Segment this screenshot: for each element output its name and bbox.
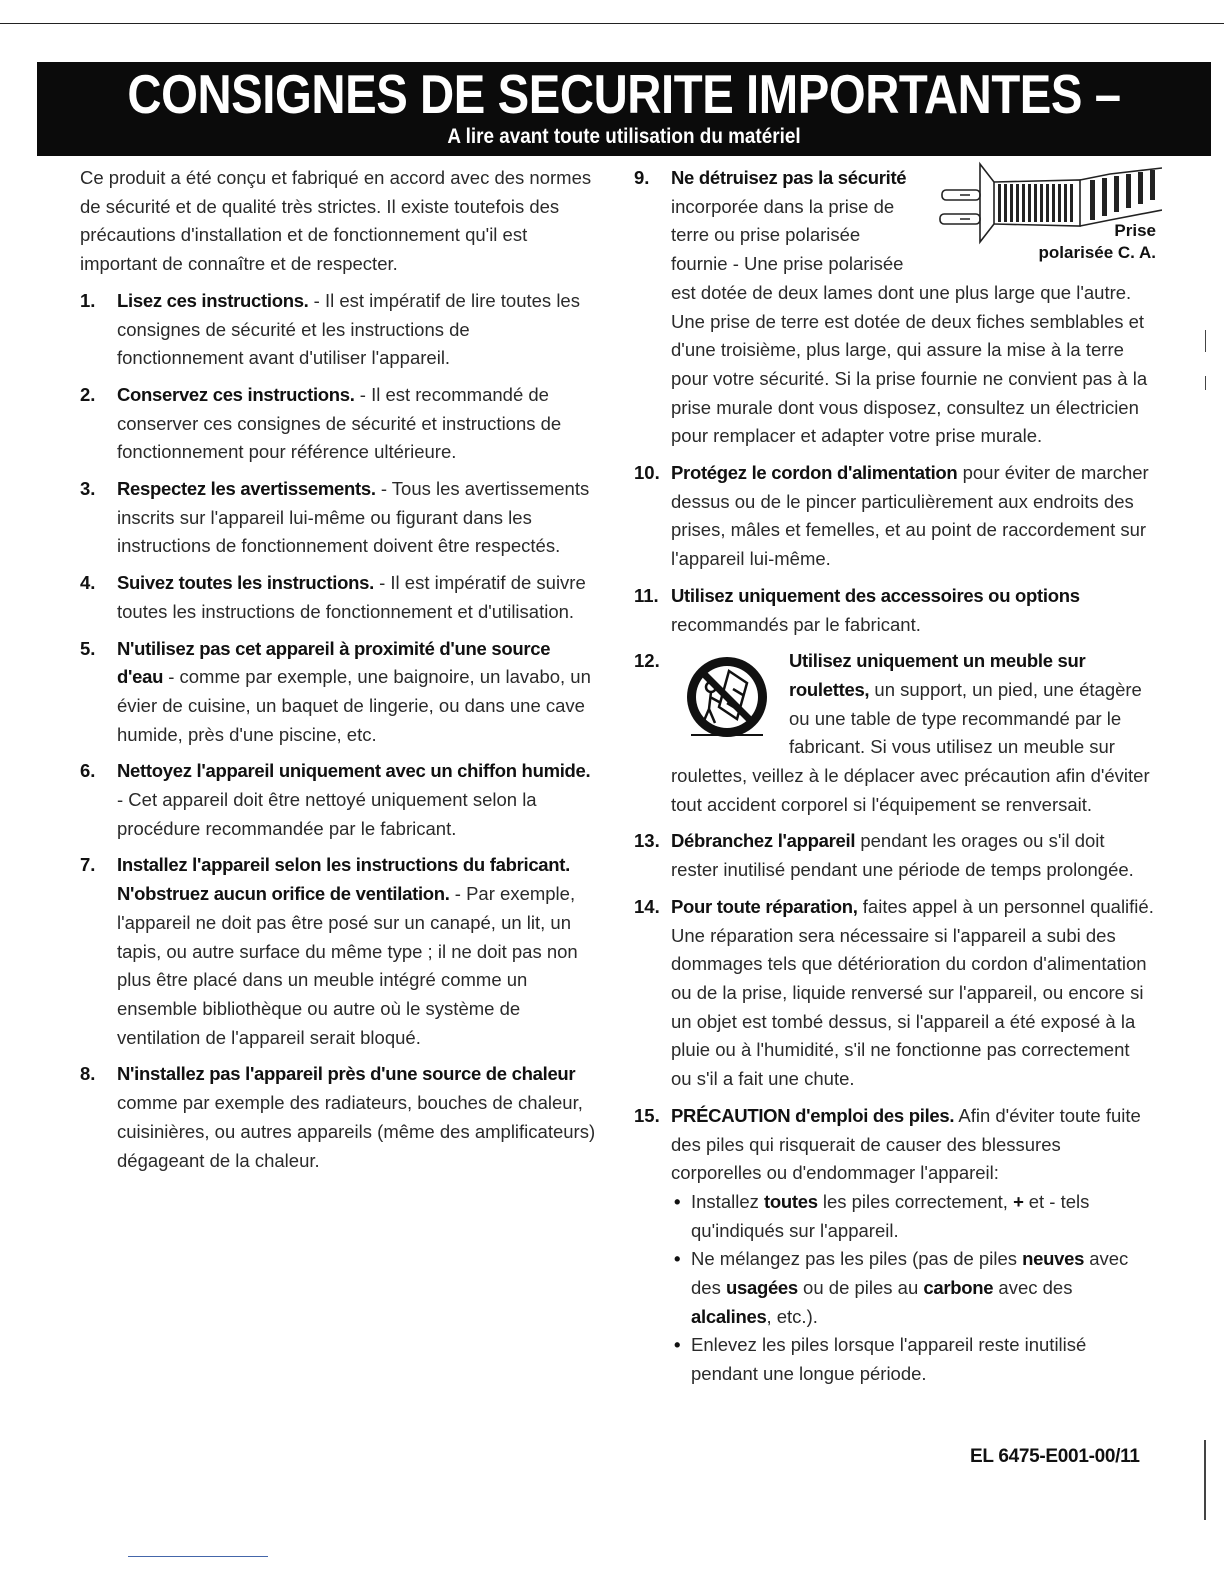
- item-heading: N'installez pas l'appareil près d'une source de chaleur: [117, 1063, 576, 1085]
- list-item: [80, 1060, 598, 1175]
- item-number: 6.: [80, 760, 96, 782]
- bullet-item: [671, 1245, 1154, 1331]
- item-heading: Ne détruisez pas la sécurité: [671, 167, 907, 188]
- bullet-bold: neuves: [1022, 1248, 1085, 1270]
- list-item: [634, 459, 1154, 574]
- item-text: - Il est recommandé de conserver ces consignes de sécurité et instructions de fonctionnement pour référence ultérieure.: [117, 383, 562, 463]
- footer-rule: [128, 1556, 268, 1557]
- bullet-text: Enlevez les piles lorsque l'appareil reste inutilisé pendant une longue période.: [691, 1334, 1087, 1385]
- item-heading: Utilisez uniquement des accessoires ou options: [671, 584, 1080, 606]
- bullet-text: avec des: [691, 1248, 1129, 1299]
- intro-paragraph: Ce produit a été conçu et fabriqué en accord avec des normes de sécurité et de qualité très strictes. Il existe toutefois des précautions d'installation et de fonctionnement qu'il est important de connaître et de respecter.: [80, 167, 592, 275]
- list-item: [634, 827, 1154, 884]
- item-heading: Pour toute réparation,: [671, 895, 858, 917]
- bullet-text: avec des: [993, 1277, 1073, 1299]
- item-number: 1.: [80, 289, 96, 311]
- page-subtitle: A lire avant toute utilisation du matériel: [447, 125, 801, 148]
- item-text: - Il est impératif de lire toutes les consignes de sécurité et les instructions de fonctionnement avant d'utiliser l'appareil.: [117, 289, 580, 369]
- document-reference: EL 6475-E001-00/11: [970, 1446, 1140, 1467]
- bullet-text: et - tels qu'indiqués sur l'appareil.: [691, 1190, 1090, 1241]
- item-heading: Débranchez l'appareil: [671, 830, 856, 852]
- top-rule: [0, 23, 1224, 24]
- bullet-bold: +: [1013, 1190, 1024, 1212]
- list-item: [634, 647, 1154, 819]
- plug-caption-line2: polarisée C. A.: [1038, 243, 1156, 262]
- item-number: 8.: [80, 1063, 96, 1085]
- bullet-item: [671, 1188, 1154, 1245]
- item-text: Afin d'éviter toute fuite des piles qui risquerait de causer des blessures corporelles ou d'endommager l'appareil:: [671, 1104, 1141, 1184]
- left-column: [80, 164, 598, 1183]
- bullet-bold: toutes: [764, 1190, 818, 1212]
- item-text: - comme par exemple, une baignoire, un lavabo, un évier de cuisine, un baquet de lingerie, ou dans une cave humide, près d'une piscine, etc.: [117, 666, 591, 745]
- item-number: 10.: [634, 462, 660, 484]
- item-text: faites appel à un personnel qualifié. Une réparation sera nécessaire si l'appareil a subi des dommages tels que détérioration du cordon d'alimentation ou de la prise, liquide renversé sur l'appareil, ou encore si un objet est tombé dessus, si l'appareil a été exposé à la pluie ou à l'humidité, s'il ne fonctionne pas correctement ou s'il a fait une chute.: [671, 895, 1154, 1090]
- list-item: [634, 164, 1154, 451]
- item-heading: Suivez toutes les instructions.: [117, 572, 374, 594]
- item-text: pendant les orages ou s'il doit rester inutilisé pendant une période de temps prolongée.: [671, 830, 1134, 881]
- list-item: [80, 569, 598, 626]
- item-heading: PRÉCAUTION d'emploi des piles.: [671, 1104, 955, 1126]
- tip-over-warning-icon: [677, 649, 777, 745]
- item-text: - Il est impératif de suivre toutes les instructions de fonctionnement et d'utilisation.: [117, 572, 586, 622]
- bullet-text: , etc.).: [766, 1305, 818, 1327]
- bullet-item: [671, 1331, 1154, 1388]
- item-heading: Conservez ces instructions.: [117, 383, 355, 405]
- bullet-text: Installez: [691, 1190, 765, 1212]
- item-heading: Utilisez uniquement un meuble sur roulettes,: [789, 650, 1086, 700]
- bullet-bold: carbone: [923, 1277, 994, 1299]
- item-heading: Protégez le cordon d'alimentation: [671, 462, 958, 484]
- item-number: 9.: [634, 167, 650, 188]
- item-number: 2.: [80, 383, 96, 405]
- item-number: 3.: [80, 478, 96, 500]
- item-heading: Respectez les avertissements.: [117, 478, 376, 500]
- bullet-text: Ne mélangez pas les piles (pas de piles: [691, 1248, 1023, 1270]
- list-item: [80, 757, 598, 843]
- list-item: [80, 287, 598, 373]
- list-item: [80, 381, 598, 467]
- list-item: [634, 1102, 1154, 1389]
- list-item: [80, 851, 598, 1052]
- bullet-bold: usagées: [725, 1277, 798, 1299]
- item-number: 14.: [634, 895, 660, 917]
- battery-bullet-list: [671, 1188, 1154, 1389]
- item-heading: Installez l'appareil selon les instructions du fabricant. N'obstruez aucun orifice de ventilation.: [117, 854, 570, 905]
- item-text: - Tous les avertissements inscrits sur l'appareil lui-même ou figurant dans les instructions de fonctionnement doivent être respectés.: [117, 478, 590, 557]
- item-number: 11.: [634, 584, 659, 606]
- item-number: 13.: [634, 830, 660, 852]
- item-text: comme par exemple des radiateurs, bouches de chaleur, cuisinières, ou autres appareils (même des amplificateurs) dégageant de la chaleur.: [117, 1092, 596, 1171]
- item-text: un support, un pied, une étagère ou une table de type recommandé par le fabricant. Si vous utilisez un meuble sur roulettes, veillez à le déplacer avec précaution afin d'éviter tout accident corporel si l'équipement se renversait.: [671, 678, 1150, 815]
- bullet-text: ou de piles au: [797, 1277, 924, 1299]
- list-item: [634, 893, 1154, 1094]
- bullet-text: les piles correctement,: [817, 1190, 1014, 1212]
- list-item: [634, 582, 1154, 639]
- item-heading: N'utilisez pas cet appareil à proximité d'une source d'eau: [117, 637, 551, 688]
- bullet-bold: alcalines: [691, 1305, 767, 1327]
- item-number: 12.: [634, 650, 660, 672]
- item-text: incorporée dans la prise de terre ou prise polarisée fournie - Une prise polarisée est dotée de deux lames dont une plus large que l'autre. Une prise de terre est dotée de deux fiches semblables et d'une troisième, plus large, qui assure la mise à la terre pour votre sécurité. Si la prise fournie ne convient pas à la prise murale dont vous disposez, consultez un électricien pour remplacer et adapter votre prise murale.: [671, 195, 1148, 447]
- polarized-plug-figure: [930, 160, 1162, 270]
- list-item: [80, 475, 598, 561]
- item-text: - Cet appareil doit être nettoyé uniquement selon la procédure recommandée par le fabricant.: [117, 789, 537, 839]
- plug-caption: [1039, 220, 1156, 264]
- list-item: [80, 635, 598, 750]
- right-column: [634, 164, 1154, 1397]
- item-text: recommandés par le fabricant.: [671, 613, 921, 635]
- item-heading: Lisez ces instructions.: [117, 289, 309, 311]
- item-number: 15.: [634, 1104, 660, 1126]
- item-text: pour éviter de marcher dessus ou de le pincer particulièrement aux endroits des prises, mâles et femelles, et au point de raccordement sur l'appareil lui-même.: [671, 462, 1149, 570]
- item-number: 5.: [80, 637, 96, 659]
- header-banner: [37, 62, 1211, 156]
- plug-caption-line1: Prise: [1114, 221, 1156, 240]
- page-title: CONSIGNES DE SECURITE IMPORTANTES –: [127, 63, 1121, 125]
- item-number: 4.: [80, 572, 96, 594]
- item-number: 7.: [80, 854, 96, 876]
- item-heading: Nettoyez l'appareil uniquement avec un chiffon humide.: [117, 760, 591, 782]
- item-text: - Par exemple, l'appareil ne doit pas être posé sur un canapé, un lit, un tapis, ou autre surface du même type ; il ne doit pas non plus être placé dans un meuble intégré comme un ensemble bibliothèque ou autre où le système de ventilation de l'appareil serait bloqué.: [117, 883, 578, 1048]
